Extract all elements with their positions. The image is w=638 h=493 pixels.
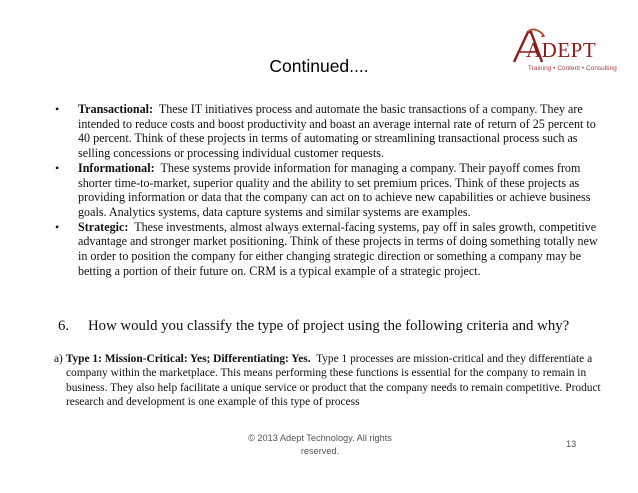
bullet-dot-icon: • <box>55 102 60 116</box>
bullet-list <box>50 102 610 278</box>
bullet-dot-icon: • <box>55 219 60 234</box>
answer-text: Type 1 processes are mission-critical and they differentiate a company within the marketplace. This means performing these functions is essential for the company to remain in business. They also help facilitate a unique service or product that the company needs to remain competitive. Product research and development is one example of this type of process <box>66 353 601 408</box>
bullet-label: Informational: <box>78 160 155 175</box>
question-number: 6. <box>58 318 70 334</box>
bullet-strategic <box>50 220 610 279</box>
copyright-footer <box>220 432 420 458</box>
bullet-text: These IT initiatives process and automate the basic transactions of a company. They are intended to reduce costs and boost productivity and boast an average internal rate of return of 25 percent to 40 percent. Think of these projects in terms of automating or streamlining transactional process such as selling concessions or processing individual customer requests. <box>78 102 596 161</box>
bullet-informational <box>50 161 610 220</box>
bullet-transactional <box>50 102 610 161</box>
slide-title: Continued.... <box>269 56 369 76</box>
bullet-label: Transactional: <box>78 102 154 116</box>
page-number: 13 <box>566 439 577 449</box>
bullet-text: These systems provide information for managing a company. Their payoff comes from shorter time-to-market, superior quality and the ability to set premium prices. Think of these projects as providing information or data that the company can act on to achieve new capabilities or achieve business goals. Analytics systems, data capture systems and similar systems are examples. <box>78 160 591 219</box>
answer-marker: a) <box>54 353 63 365</box>
copyright-line-2: reserved. <box>300 446 340 456</box>
answer-a <box>54 352 611 409</box>
answer-label: Type 1: Mission-Critical: Yes; Differentiating: Yes. <box>65 353 311 365</box>
bullet-dot-icon: • <box>55 160 60 175</box>
question-text: How would you classify the type of project using the following criteria and why? <box>88 318 570 334</box>
bullet-label: Strategic: <box>78 219 129 234</box>
bullet-text: These investments, almost always external-facing systems, pay off in sales growth, competitive advantage and stronger market positioning. Think of these projects in terms of doing something totally new in order to position the company for either changing strategic direction or something a company may be betting a portion of their future on. CRM is a typical example of a strategic project. <box>78 219 598 278</box>
logo-wordmark: ADEPT <box>526 38 597 62</box>
logo-tagline: Training • Content • Consulting <box>528 65 617 72</box>
copyright-line-1: © 2013 Adept Technology. All rights <box>248 433 392 443</box>
